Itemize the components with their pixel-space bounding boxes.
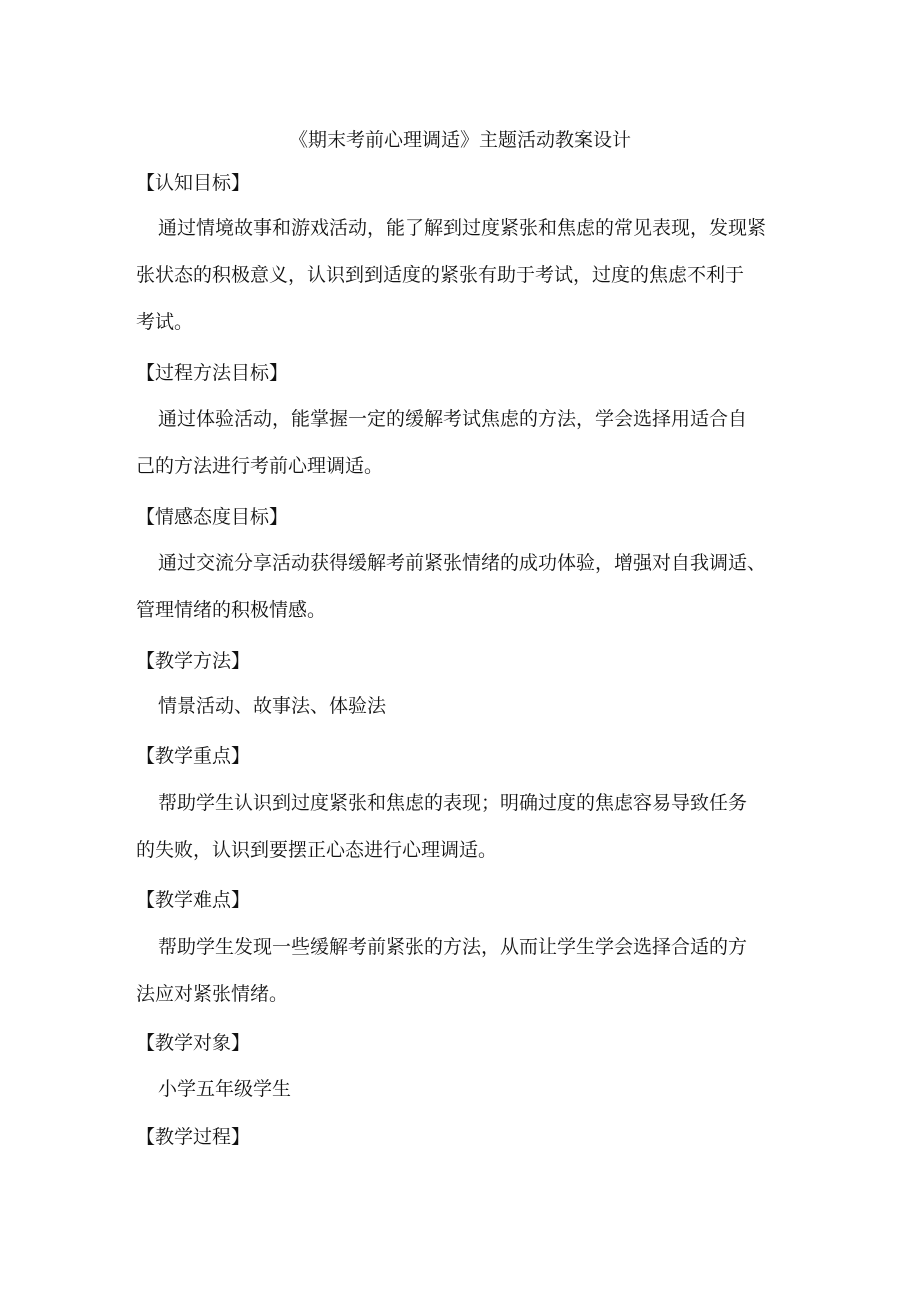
section-body-process-method-goal [136,396,786,490]
section-heading-teaching-key-points: 【教学重点】 [136,745,251,767]
section-heading-teaching-process: 【教学过程】 [136,1126,251,1148]
document-title: 《期末考前心理调适》主题活动教案设计 [288,129,631,151]
paragraph-line: 情景活动、故事法、体验法 [158,695,387,717]
paragraph-line: 通过情境故事和游戏活动，能了解到过度紧张和焦虑的常见表现，发现紧 [158,217,767,239]
section-heading-emotion-attitude-goal: 【情感态度目标】 [136,506,289,528]
paragraph-line: 张状态的积极意义，认识到到适度的紧张有助于考试，过度的焦虑不利于 [136,264,745,286]
section-body-cognitive-goal [136,205,786,346]
section-heading-process-method-goal: 【过程方法目标】 [136,362,289,384]
paragraph-line: 管理情绪的积极情感。 [136,599,327,621]
paragraph-line: 考试。 [136,311,194,333]
paragraph-line: 帮助学生认识到过度紧张和焦虑的表现；明确过度的焦虑容易导致任务 [158,792,748,814]
paragraph-line: 通过交流分享活动获得缓解考前紧张情绪的成功体验，增强对自我调适、 [158,552,767,574]
section-body-teaching-method [136,683,786,730]
section-heading-teaching-method: 【教学方法】 [136,650,251,672]
paragraph-line: 小学五年级学生 [158,1078,292,1100]
section-body-emotion-attitude-goal [136,540,786,634]
paragraph-line: 法应对紧张情绪。 [136,983,289,1005]
section-body-teaching-audience [136,1066,786,1113]
section-heading-teaching-audience: 【教学对象】 [136,1032,251,1054]
section-body-teaching-key-points [136,780,786,874]
paragraph-line: 己的方法进行考前心理调适。 [136,455,384,477]
section-heading-cognitive-goal: 【认知目标】 [136,172,251,194]
section-body-teaching-difficulties [136,924,786,1018]
paragraph-line: 帮助学生发现一些缓解考前紧张的方法，从而让学生学会选择合适的方 [158,936,748,958]
paragraph-line: 通过体验活动，能掌握一定的缓解考试焦虑的方法，学会选择用适合自 [158,408,748,430]
paragraph-line: 的失败，认识到要摆正心态进行心理调适。 [136,839,498,861]
section-heading-teaching-difficulties: 【教学难点】 [136,889,251,911]
